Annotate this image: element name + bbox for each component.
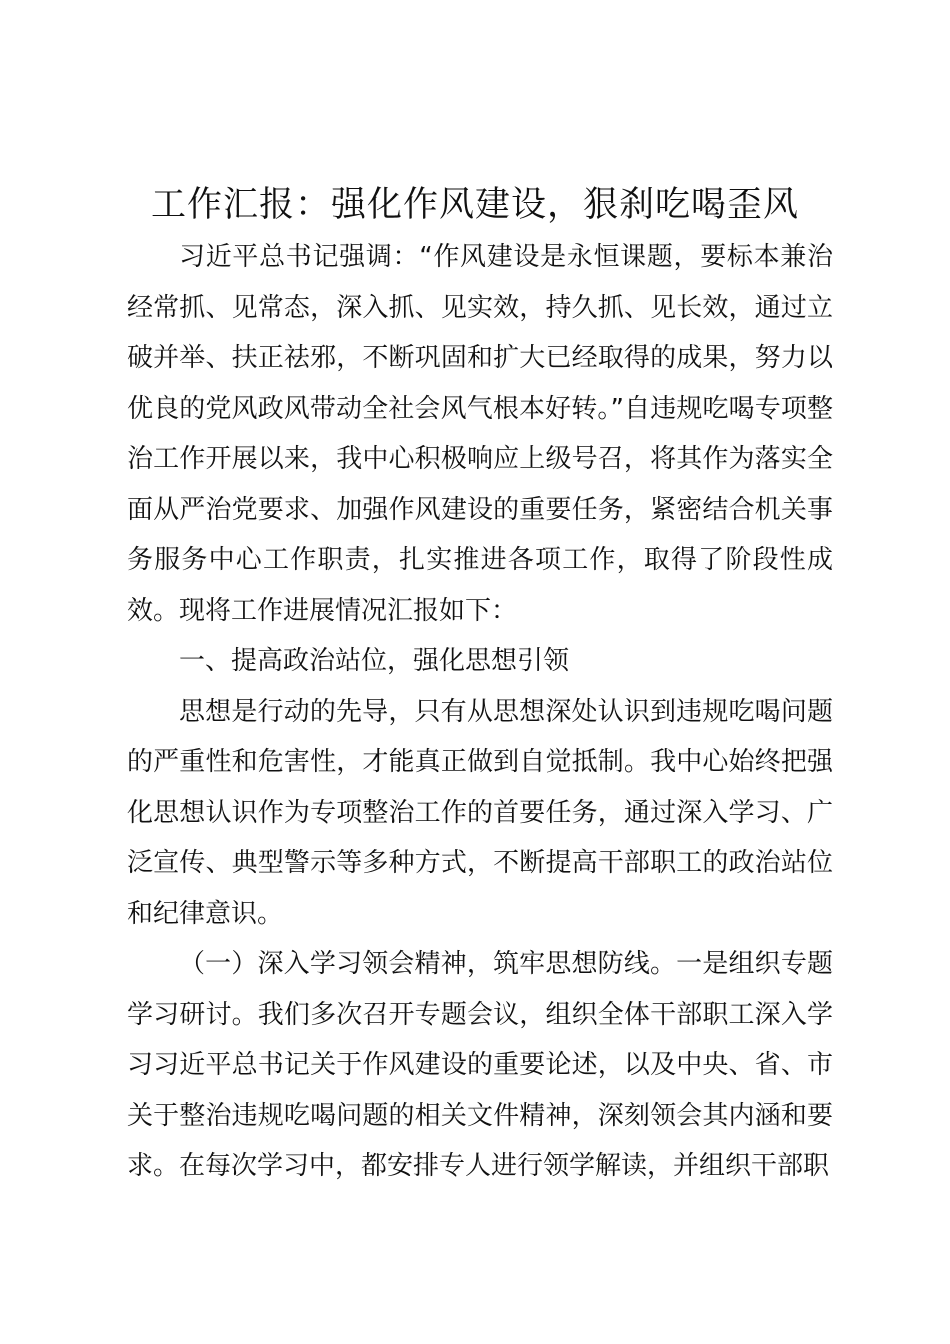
subsection-1-paragraph: （一）深入学习领会精神，筑牢思想防线。一是组织专题学习研讨。我们多次召开专题会议，组织全体干部职工深入学习习近平总书记关于作风建设的重要论述，以及中央、省、市关于整治违规吃喝问题的相关文件精神，深刻领会其内涵和要求。在每次学习中，都安排专人进行领学解读，并组织干部职 — [127, 949, 833, 1181]
section-heading-1: 一、提高政治站位，强化思想引领 — [179, 646, 570, 676]
intro-paragraph: 习近平总书记强调：“作风建设是永恒课题，要标本兼治经常抓、见常态，深入抓、见实效，持久抓、见长效，通过立破并举、扶正祛邪，不断巩固和扩大已经取得的成果，努力以优良的党风政风带动全社会风气根本好转。”自违规吃喝专项整治工作开展以来，我中心积极响应上级号召，将其作为落实全面从严治党要求、加强作风建设的重要任务，紧密结合机关事务服务中心工作职责，扎实推进各项工作，取得了阶段性成效。现将工作进展情况汇报如下： — [127, 242, 833, 626]
section-1-paragraph: 思想是行动的先导，只有从思想深处认识到违规吃喝问题的严重性和危害性，才能真正做到自觉抵制。我中心始终把强化思想认识作为专项整治工作的首要任务，通过深入学习、广泛宣传、典型警示等多种方式，不断提高干部职工的政治站位和纪律意识。 — [127, 696, 833, 929]
document-title: 工作汇报：强化作风建设，狠刹吃喝歪风 — [150, 185, 799, 225]
document-body — [127, 232, 833, 1192]
